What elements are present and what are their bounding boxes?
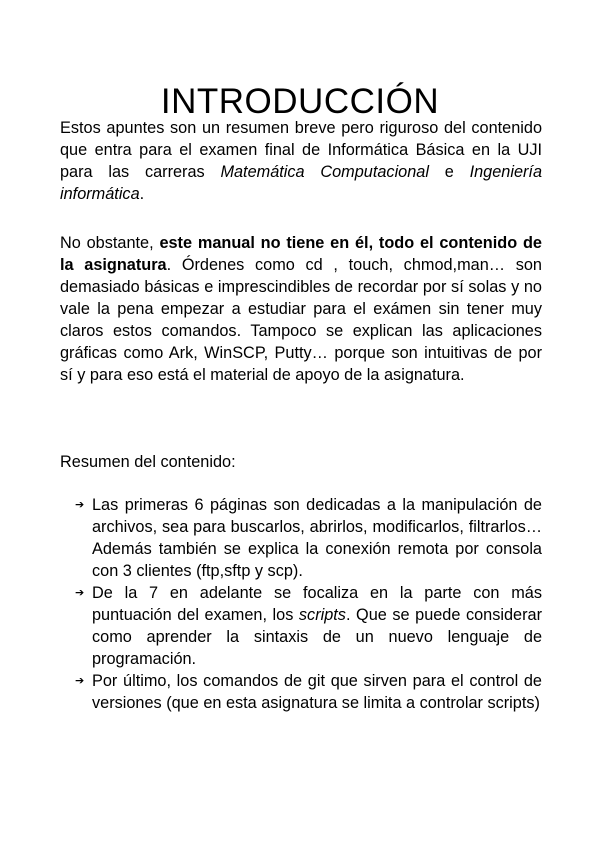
list-item-text: Las primeras 6 páginas son dedicadas a la manipulación de archivos, sea para buscarlos, abrirlos, modificarlos, filtrarlos… Además también se explica la conexión remota por consola con 3 clientes (ftp,sftp y scp).: [92, 496, 542, 580]
connector-text: e: [428, 163, 470, 181]
list-item-text: Por último, los comandos de git que sirven para el control de versiones (que en esta asignatura se limita a controlar scripts): [92, 672, 542, 712]
list-item-text: De la 7 en adelante se focaliza en la parte con más puntuación del examen, los: [92, 584, 542, 624]
summary-heading: Resumen del contenido:: [60, 453, 236, 471]
disclaimer-bold: este manual no tiene en él, todo el contenido de la asignatura: [60, 234, 542, 274]
disclaimer-intro: No obstante,: [60, 234, 160, 252]
disclaimer-rest: . Órdenes como cd , touch, chmod,man… son demasiado básicas e imprescindibles de recordar por sí solas y no vale la pena empezar a estudiar para el exámen sin tener muy claros estos comandos. Tampoco se explican las aplicaciones gráficas como Ark, WinSCP, Putty… porque son intuitivas de por sí y para eso está el material de apoyo de la asignatura.: [60, 256, 542, 384]
list-item-italic: scripts: [298, 606, 346, 624]
summary-list: [75, 494, 542, 714]
intro-paragraph: [60, 117, 542, 205]
intro-text: Estos apuntes son un resumen breve pero riguroso del contenido que entra para el examen final de Informática Básica en la UJI para las carreras: [60, 119, 542, 181]
degree-name-cs: Ingeniería informática: [60, 163, 542, 203]
list-item: [75, 670, 542, 714]
disclaimer-paragraph: [60, 232, 542, 386]
list-item: [75, 494, 542, 582]
degree-name-math: Matemática Computacional: [220, 163, 429, 181]
list-item-text-end: . Que se puede considerar como aprender la sintaxis de un nuevo lenguaje de programación.: [92, 606, 542, 668]
arrow-icon: ➔: [75, 587, 85, 599]
sentence-end: .: [139, 185, 145, 203]
page-title: INTRODUCCIÓN: [160, 82, 440, 122]
arrow-icon: ➔: [75, 675, 85, 687]
list-item: [75, 582, 542, 670]
arrow-icon: ➔: [75, 499, 85, 511]
